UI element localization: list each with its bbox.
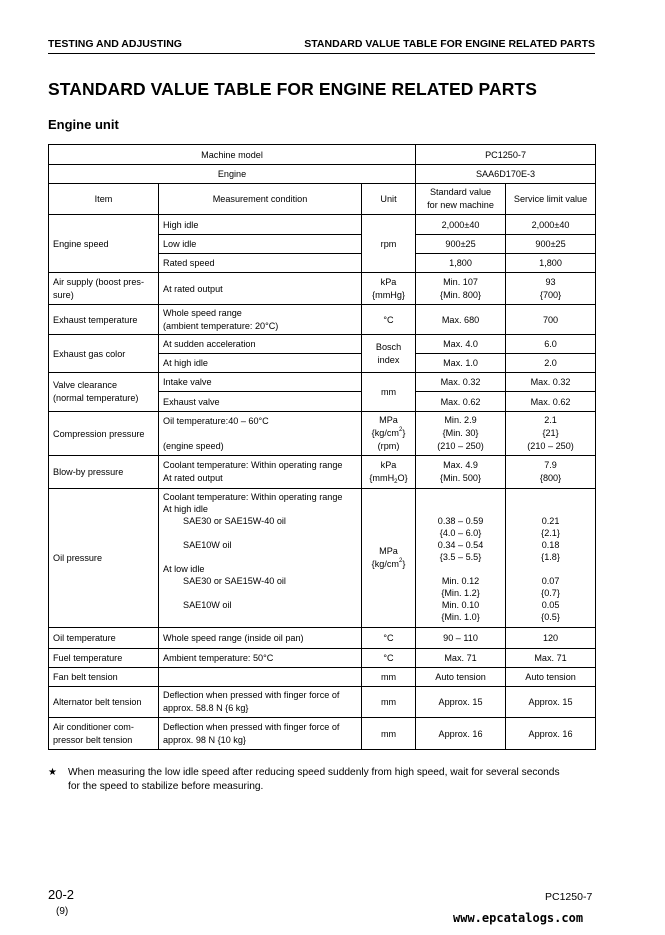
item-fuel-temperature: Fuel temperature [49, 649, 159, 668]
engine-label: Engine [49, 165, 416, 184]
engine-value: SAA6D170E-3 [416, 165, 596, 184]
standard-cell: Approx. 15 [416, 687, 506, 718]
standard-cell: Max. 0.62 [416, 392, 506, 412]
page-title: STANDARD VALUE TABLE FOR ENGINE RELATED PARTS [48, 79, 537, 99]
limit-cell: Approx. 15 [506, 687, 596, 718]
unit-text: {mmH [369, 473, 395, 483]
limit-cell: Approx. 16 [506, 718, 596, 750]
spacer [163, 587, 357, 599]
unit-cell [362, 456, 416, 489]
unit-text: {kg/cm [371, 428, 399, 438]
item-blow-by-pressure: Blow-by pressure [49, 456, 159, 489]
condition-cell: Intake valve [159, 373, 362, 392]
col-standard-line2: for new machine [427, 200, 494, 210]
machine-model-label: Machine model [49, 145, 416, 165]
item-compression-pressure: Compression pressure [49, 412, 159, 456]
machine-model-row [49, 145, 596, 165]
unit-cell [362, 412, 416, 456]
item-line: Valve clearance [53, 380, 118, 390]
condition-cell: Whole speed range (inside oil pan) [159, 628, 362, 649]
condition-cell: At sudden acceleration [159, 335, 362, 354]
spacer [420, 563, 501, 575]
condition-line: At low idle [163, 564, 205, 574]
condition-line: SAE10W oil [183, 540, 232, 550]
table-row [49, 718, 596, 750]
limit-cell [506, 273, 596, 305]
condition-line: At rated output [163, 473, 223, 483]
condition-line: Whole speed range [163, 307, 242, 318]
item-alternator-belt-tension: Alternator belt tension [49, 687, 159, 718]
condition-cell: Ambient temperature: 50°C [159, 649, 362, 668]
standard-cell: 900±25 [416, 235, 506, 254]
revision-number: (9) [56, 906, 69, 917]
unit-cell: mm [362, 687, 416, 718]
unit-line: Bosch [375, 341, 402, 352]
unit-cell: °C [362, 628, 416, 649]
condition-line: approx. 98 N {10 kg} [163, 734, 246, 745]
unit-cell: °C [362, 649, 416, 668]
limit-cell: 2.0 [506, 354, 596, 373]
standard-cell [416, 273, 506, 305]
unit-superscript: 2 [398, 427, 403, 433]
condition-line: At high idle [163, 504, 208, 514]
spacer [163, 428, 357, 440]
value-line: {700} [539, 289, 562, 300]
condition-cell [159, 687, 362, 718]
unit-cell: rpm [362, 215, 416, 273]
limit-cell: Max. 0.62 [506, 392, 596, 412]
table-row [49, 373, 596, 392]
item-line: Air conditioner com- [53, 721, 134, 732]
col-condition: Measurement condition [159, 184, 362, 215]
unit-text: } [402, 428, 406, 438]
engine-row [49, 165, 596, 184]
unit-line [366, 558, 411, 571]
condition-line: Oil temperature:40 – 60°C [163, 415, 269, 426]
standard-cell [416, 412, 506, 456]
running-header [48, 38, 595, 54]
condition-line: SAE10W oil [183, 600, 232, 610]
condition-cell: At rated output [159, 273, 362, 305]
standard-cell: Max. 680 [416, 305, 506, 335]
spacer [510, 563, 591, 575]
value-line: {3.5 – 5.5} [439, 552, 482, 562]
unit-text: {kg/cm [371, 559, 399, 569]
unit-text: O} [397, 473, 408, 483]
standard-cell: Approx. 16 [416, 718, 506, 750]
unit-cell: mm [362, 668, 416, 687]
table-row [49, 649, 596, 668]
item-air-supply [49, 273, 159, 305]
limit-cell [506, 489, 596, 628]
unit-line: kPa [380, 460, 397, 470]
value-line: {Min. 30} [442, 428, 479, 438]
value-line: 7.9 [544, 460, 557, 470]
value-line: {Min. 1.0} [441, 612, 480, 622]
limit-cell: Auto tension [506, 668, 596, 687]
value-line: {0.5} [541, 612, 560, 622]
condition-cell [159, 456, 362, 489]
condition-cell [159, 668, 362, 687]
condition-line: (ambient temperature: 20°C) [163, 320, 279, 331]
col-unit: Unit [362, 184, 416, 215]
unit-line: (rpm) [377, 441, 400, 451]
item-exhaust-temperature: Exhaust temperature [49, 305, 159, 335]
table-row [49, 687, 596, 718]
value-line: (210 – 250) [437, 441, 484, 451]
table-row [49, 273, 596, 305]
limit-cell [506, 456, 596, 489]
table-row [49, 456, 596, 489]
standard-cell: 2,000±40 [416, 215, 506, 235]
condition-line: SAE30 or SAE15W-40 oil [183, 516, 286, 526]
standard-cell: 90 – 110 [416, 628, 506, 649]
unit-superscript: 2 [398, 558, 403, 564]
item-line: sure) [53, 289, 74, 300]
value-line: (210 – 250) [527, 441, 574, 451]
footer-model: PC1250-7 [545, 891, 593, 903]
limit-cell: Max. 0.32 [506, 373, 596, 392]
unit-cell [362, 335, 416, 373]
value-line: 0.18 [541, 540, 560, 550]
condition-line: Coolant temperature: Within operating range [163, 460, 343, 470]
col-standard [416, 184, 506, 215]
spacer [163, 551, 357, 563]
standard-cell [416, 456, 506, 489]
standard-cell: Max. 71 [416, 649, 506, 668]
value-line: {Min. 1.2} [441, 588, 480, 598]
unit-line: {mmHg} [372, 289, 405, 300]
unit-line [366, 472, 411, 485]
item-engine-speed: Engine speed [49, 215, 159, 273]
header-chapter: STANDARD VALUE TABLE FOR ENGINE RELATED PARTS [304, 38, 595, 50]
value-line: {2.1} [541, 528, 560, 538]
item-line: Air supply (boost pres- [53, 276, 144, 287]
standard-cell: 1,800 [416, 254, 506, 273]
value-line: 0.34 – 0.54 [437, 540, 484, 550]
limit-cell: Max. 71 [506, 649, 596, 668]
col-standard-line1: Standard value [429, 187, 492, 197]
value-line: 0.05 [541, 600, 560, 610]
value-line: Max. 4.9 [443, 460, 478, 470]
condition-line: approx. 58.8 N {6 kg} [163, 703, 249, 713]
standard-cell: Max. 0.32 [416, 373, 506, 392]
value-line: {800} [539, 473, 562, 483]
watermark-link[interactable]: www.epcatalogs.com [453, 911, 584, 925]
condition-cell: At high idle [159, 354, 362, 373]
limit-cell: 700 [506, 305, 596, 335]
item-line: (normal temperature) [53, 393, 139, 403]
item-ac-compressor-belt-tension [49, 718, 159, 750]
value-line: Min. 107 [443, 276, 478, 287]
machine-model-value: PC1250-7 [416, 145, 596, 165]
table-row [49, 628, 596, 649]
limit-cell: 6.0 [506, 335, 596, 354]
value-line: 93 [545, 276, 556, 287]
table-row [49, 489, 596, 628]
col-limit: Service limit value [506, 184, 596, 215]
unit-text: } [402, 559, 406, 569]
unit-line [366, 427, 411, 440]
value-line: Min. 0.10 [441, 600, 480, 610]
condition-line: Deflection when pressed with finger force of [163, 690, 340, 700]
unit-cell [362, 273, 416, 305]
column-header-row [49, 184, 596, 215]
value-line: {Min. 800} [440, 289, 481, 300]
value-line: Min. 0.12 [441, 576, 480, 586]
table-row [49, 668, 596, 687]
table-row [49, 412, 596, 456]
table-row [49, 215, 596, 235]
condition-cell: Rated speed [159, 254, 362, 273]
unit-line: kPa [380, 276, 397, 287]
value-line: {1.8} [541, 552, 560, 562]
limit-cell: 1,800 [506, 254, 596, 273]
item-valve-clearance [49, 373, 159, 412]
unit-cell: mm [362, 718, 416, 750]
condition-cell [159, 305, 362, 335]
item-line: pressor belt tension [53, 734, 133, 745]
value-line: 0.07 [541, 576, 560, 586]
condition-cell [159, 718, 362, 750]
item-oil-pressure: Oil pressure [49, 489, 159, 628]
value-line: Min. 2.9 [444, 415, 477, 425]
value-line: {4.0 – 6.0} [439, 528, 482, 538]
condition-line: Deflection when pressed with finger force of [163, 721, 340, 732]
item-fan-belt-tension: Fan belt tension [49, 668, 159, 687]
limit-cell [506, 412, 596, 456]
unit-line: MPa [379, 546, 398, 556]
star-icon: ★ [48, 767, 58, 778]
condition-cell: Low idle [159, 235, 362, 254]
limit-cell: 2,000±40 [506, 215, 596, 235]
unit-line: index [377, 354, 400, 365]
table-row [49, 335, 596, 354]
condition-line: (engine speed) [163, 440, 224, 451]
limit-cell: 900±25 [506, 235, 596, 254]
item-oil-temperature: Oil temperature [49, 628, 159, 649]
footnote-line: When measuring the low idle speed after reducing speed suddenly from high speed, wait for several seconds [68, 767, 560, 778]
value-line: 0.21 [541, 516, 560, 526]
unit-line: MPa [379, 415, 398, 425]
condition-cell: High idle [159, 215, 362, 235]
limit-cell: 120 [506, 628, 596, 649]
header-section: TESTING AND ADJUSTING [48, 38, 182, 50]
standard-cell: Auto tension [416, 668, 506, 687]
condition-cell [159, 489, 362, 628]
standard-cell: Max. 1.0 [416, 354, 506, 373]
unit-cell: °C [362, 305, 416, 335]
value-line: {Min. 500} [440, 473, 481, 483]
item-exhaust-gas-color: Exhaust gas color [49, 335, 159, 373]
condition-cell: Exhaust valve [159, 392, 362, 412]
condition-line: SAE30 or SAE15W-40 oil [183, 576, 286, 586]
value-line: 2.1 [544, 415, 557, 425]
standard-cell: Max. 4.0 [416, 335, 506, 354]
spacer [163, 527, 357, 539]
table-row [49, 305, 596, 335]
footnote-line: for the speed to stabilize before measuring. [68, 781, 264, 792]
page-number: 20-2 [48, 887, 75, 902]
section-subtitle: Engine unit [48, 117, 119, 132]
standard-value-table [48, 144, 596, 750]
unit-subscript: 2 [394, 479, 398, 485]
unit-cell: mm [362, 373, 416, 412]
standard-cell [416, 489, 506, 628]
col-item: Item [49, 184, 159, 215]
value-line: {0.7} [541, 588, 560, 598]
value-line: {21} [542, 428, 559, 438]
condition-line: Coolant temperature: Within operating range [163, 492, 343, 502]
value-line: 0.38 – 0.59 [437, 516, 484, 526]
condition-cell [159, 412, 362, 456]
unit-cell [362, 489, 416, 628]
